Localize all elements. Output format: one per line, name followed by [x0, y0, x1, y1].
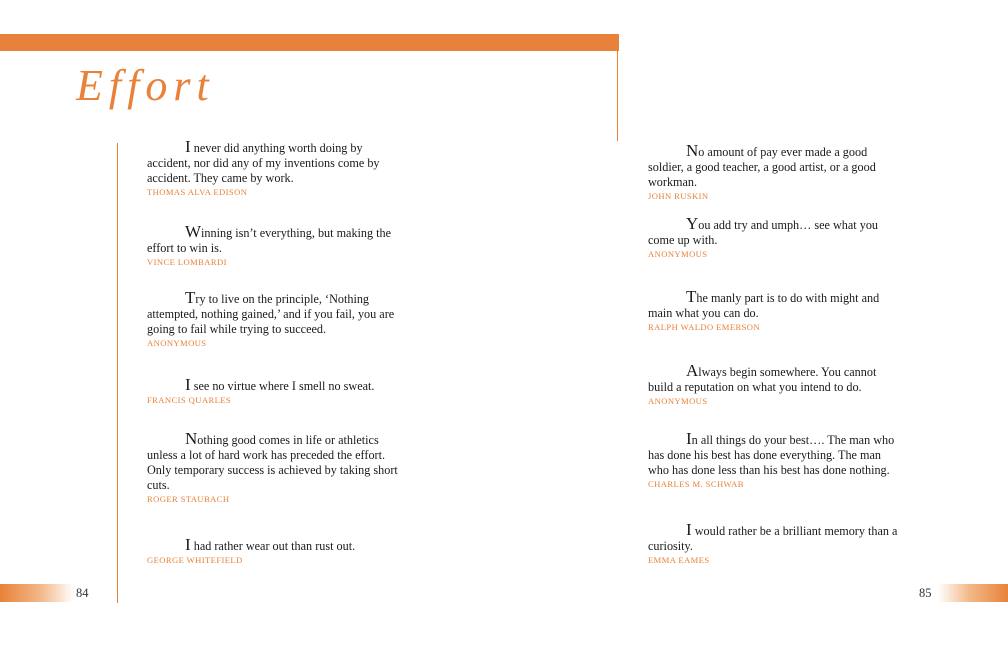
footer-band-right — [938, 584, 1008, 602]
margin-rule — [117, 143, 118, 603]
quote-author: ANONYMOUS — [648, 396, 708, 406]
quote-author: VINCE LOMBARDI — [147, 257, 227, 267]
quote-block: I see no virtue where I smell no sweat. FRANCIS QUARLES — [147, 377, 403, 406]
quote-author: THOMAS ALVA EDISON — [147, 187, 248, 197]
quote-author: CHARLES M. SCHWAB — [648, 479, 744, 489]
quote-block: I would rather be a brilliant memory than a curiosity. EMMA EAMES — [648, 522, 904, 566]
quote-block: No amount of pay ever made a good soldier, a good teacher, a good artist, or a good workman. JOHN RUSKIN — [648, 143, 904, 202]
quote-author: EMMA EAMES — [648, 555, 710, 565]
quote-author: FRANCIS QUARLES — [147, 395, 232, 405]
quote-block: Nothing good comes in life or athletics unless a lot of hard work has preceded the effort. Only temporary success is achieved by taking short cuts. ROGER STAUBACH — [147, 431, 403, 505]
quote-author: JOHN RUSKIN — [648, 191, 709, 201]
quote-block: Winning isn’t everything, but making the effort to win is. VINCE LOMBARDI — [147, 224, 403, 268]
quote-block: Try to live on the principle, ‘Nothing attempted, nothing gained,’ and if you fail, you are going to fail while trying to succeed. ANONYMOUS — [147, 290, 403, 349]
quote-block: The manly part is to do with might and main what you can do. RALPH WALDO EMERSON — [648, 289, 904, 333]
footer-band-left — [0, 584, 74, 602]
page-number-right: 85 — [919, 586, 932, 600]
quote-block: You add try and umph… see what you come up with. ANONYMOUS — [648, 216, 904, 260]
quote-author: GEORGE WHITEFIELD — [147, 555, 243, 565]
quote-author: ANONYMOUS — [648, 249, 708, 259]
quote-block: I had rather wear out than rust out. GEORGE WHITEFIELD — [147, 537, 403, 566]
quote-author: RALPH WALDO EMERSON — [648, 322, 761, 332]
quote-block: I never did anything worth doing by accident, nor did any of my inventions come by accident. They came by work. THOMAS ALVA EDISON — [147, 139, 403, 198]
header-bar — [0, 34, 619, 51]
page-title: Effort — [76, 61, 215, 110]
quote-author: ROGER STAUBACH — [147, 494, 230, 504]
header-rule — [617, 51, 618, 141]
quote-author: ANONYMOUS — [147, 338, 207, 348]
quote-block: In all things do your best…. The man who has done his best has done everything. The man who has done less than his best has done nothing. CHARLES M. SCHWAB — [648, 431, 904, 490]
page-number-left: 84 — [76, 586, 89, 600]
quote-block: Always begin somewhere. You cannot build a reputation on what you intend to do. ANONYMOUS — [648, 363, 904, 407]
